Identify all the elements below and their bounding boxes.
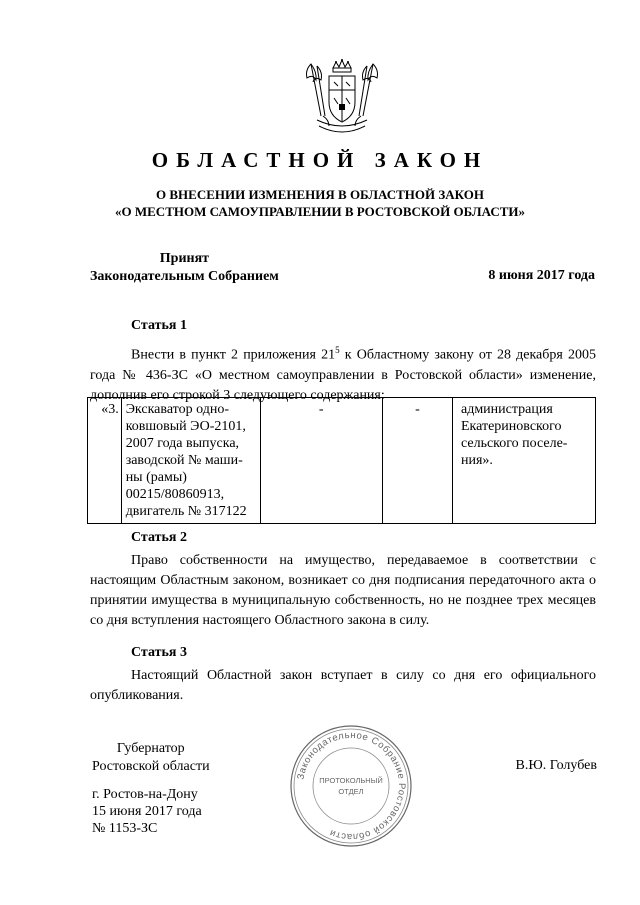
signatory-title-line-2: Ростовской области: [92, 759, 210, 774]
adopted-date: 8 июня 2017 года: [488, 268, 595, 283]
item-line: ковшовый ЭО-2101,: [125, 419, 246, 434]
signatory-name: В.Ю. Голубев: [515, 758, 597, 773]
stamp-center-line-2: ОТДЕЛ: [338, 787, 364, 796]
article-1-text-part2: к Областному закону от 28 декабря 2005 года № 436-ЗС «О местном самоуправлении в Ростовской области» изменение, дополнив его строкой 3 следующего содержания:: [90, 347, 596, 403]
stamp-ring-text: Законодательное Собрание Ростовской области: [295, 729, 408, 843]
recipient-line: администрация: [460, 402, 553, 417]
article-1-heading: Статья 1: [131, 318, 187, 333]
coat-of-arms-emblem: [303, 58, 381, 140]
article-3-heading: Статья 3: [131, 645, 187, 660]
recipient-line: сельского поселе-: [460, 436, 568, 451]
official-stamp: [288, 723, 414, 849]
table-cell-recipient: [452, 398, 595, 524]
item-line: двигатель № 317122: [125, 504, 247, 519]
subtitle-line-1: О ВНЕСЕНИИ ИЗМЕНЕНИЯ В ОБЛАСТНОЙ ЗАКОН: [156, 187, 484, 202]
article-2-text: Право собственности на имущество, передаваемое в соответствии с настоящим Областным законом, возникает со дня подписания передаточного акта о принятии имущества в муниципальную собственность, но не позднее трех месяцев со дня вступления настоящего Областного закона в силу.: [90, 553, 596, 628]
law-number: № 1153-ЗС: [92, 821, 158, 836]
item-line: Экскаватор одно-: [125, 402, 229, 417]
signatory-title: [92, 740, 210, 776]
table-cell-dash-1: -: [260, 398, 382, 524]
item-line: заводской № маши-: [125, 453, 243, 468]
law-title: ОБЛАСТНОЙ ЗАКОН: [151, 148, 489, 172]
item-line: ны (рамы): [125, 470, 187, 485]
issue-city: г. Ростов-на-Дону: [92, 787, 198, 802]
table-cell-item: [121, 398, 260, 524]
recipient-line: ния».: [460, 453, 493, 468]
article-1-text-part1: Внести в пункт 2 приложения 21: [131, 347, 336, 363]
article-3-text: Настоящий Областной закон вступает в силу со дня его официального опубликования.: [90, 668, 596, 703]
table-cell-number: «3.: [88, 398, 122, 524]
table-row: [88, 398, 596, 524]
signatory-title-line-1: Губернатор: [116, 741, 185, 756]
item-line: 00215/80860913,: [125, 487, 225, 502]
issue-date: 15 июня 2017 года: [92, 804, 202, 819]
item-line: 2007 года выпуска,: [125, 436, 240, 451]
adopted-body: Законодательным Собранием: [90, 269, 279, 284]
svg-text:Законодательное Собрание Росто: [295, 730, 407, 842]
article-2-heading: Статья 2: [131, 530, 187, 545]
adopted-label: Принят: [159, 251, 210, 266]
adopted-by: [90, 250, 279, 286]
issue-details: [92, 786, 202, 837]
recipient-line: Екатериновского: [460, 419, 562, 434]
law-subtitle: [0, 186, 640, 220]
stamp-center-line-1: ПРОТОКОЛЬНЫЙ: [319, 776, 383, 785]
insertion-table: [87, 397, 596, 524]
article-1-superscript: 5: [335, 345, 340, 355]
subtitle-line-2: «О МЕСТНОМ САМОУПРАВЛЕНИИ В РОСТОВСКОЙ ОБЛАСТИ»: [115, 204, 525, 219]
table-cell-dash-2: -: [382, 398, 452, 524]
article-1-text: [90, 340, 596, 406]
